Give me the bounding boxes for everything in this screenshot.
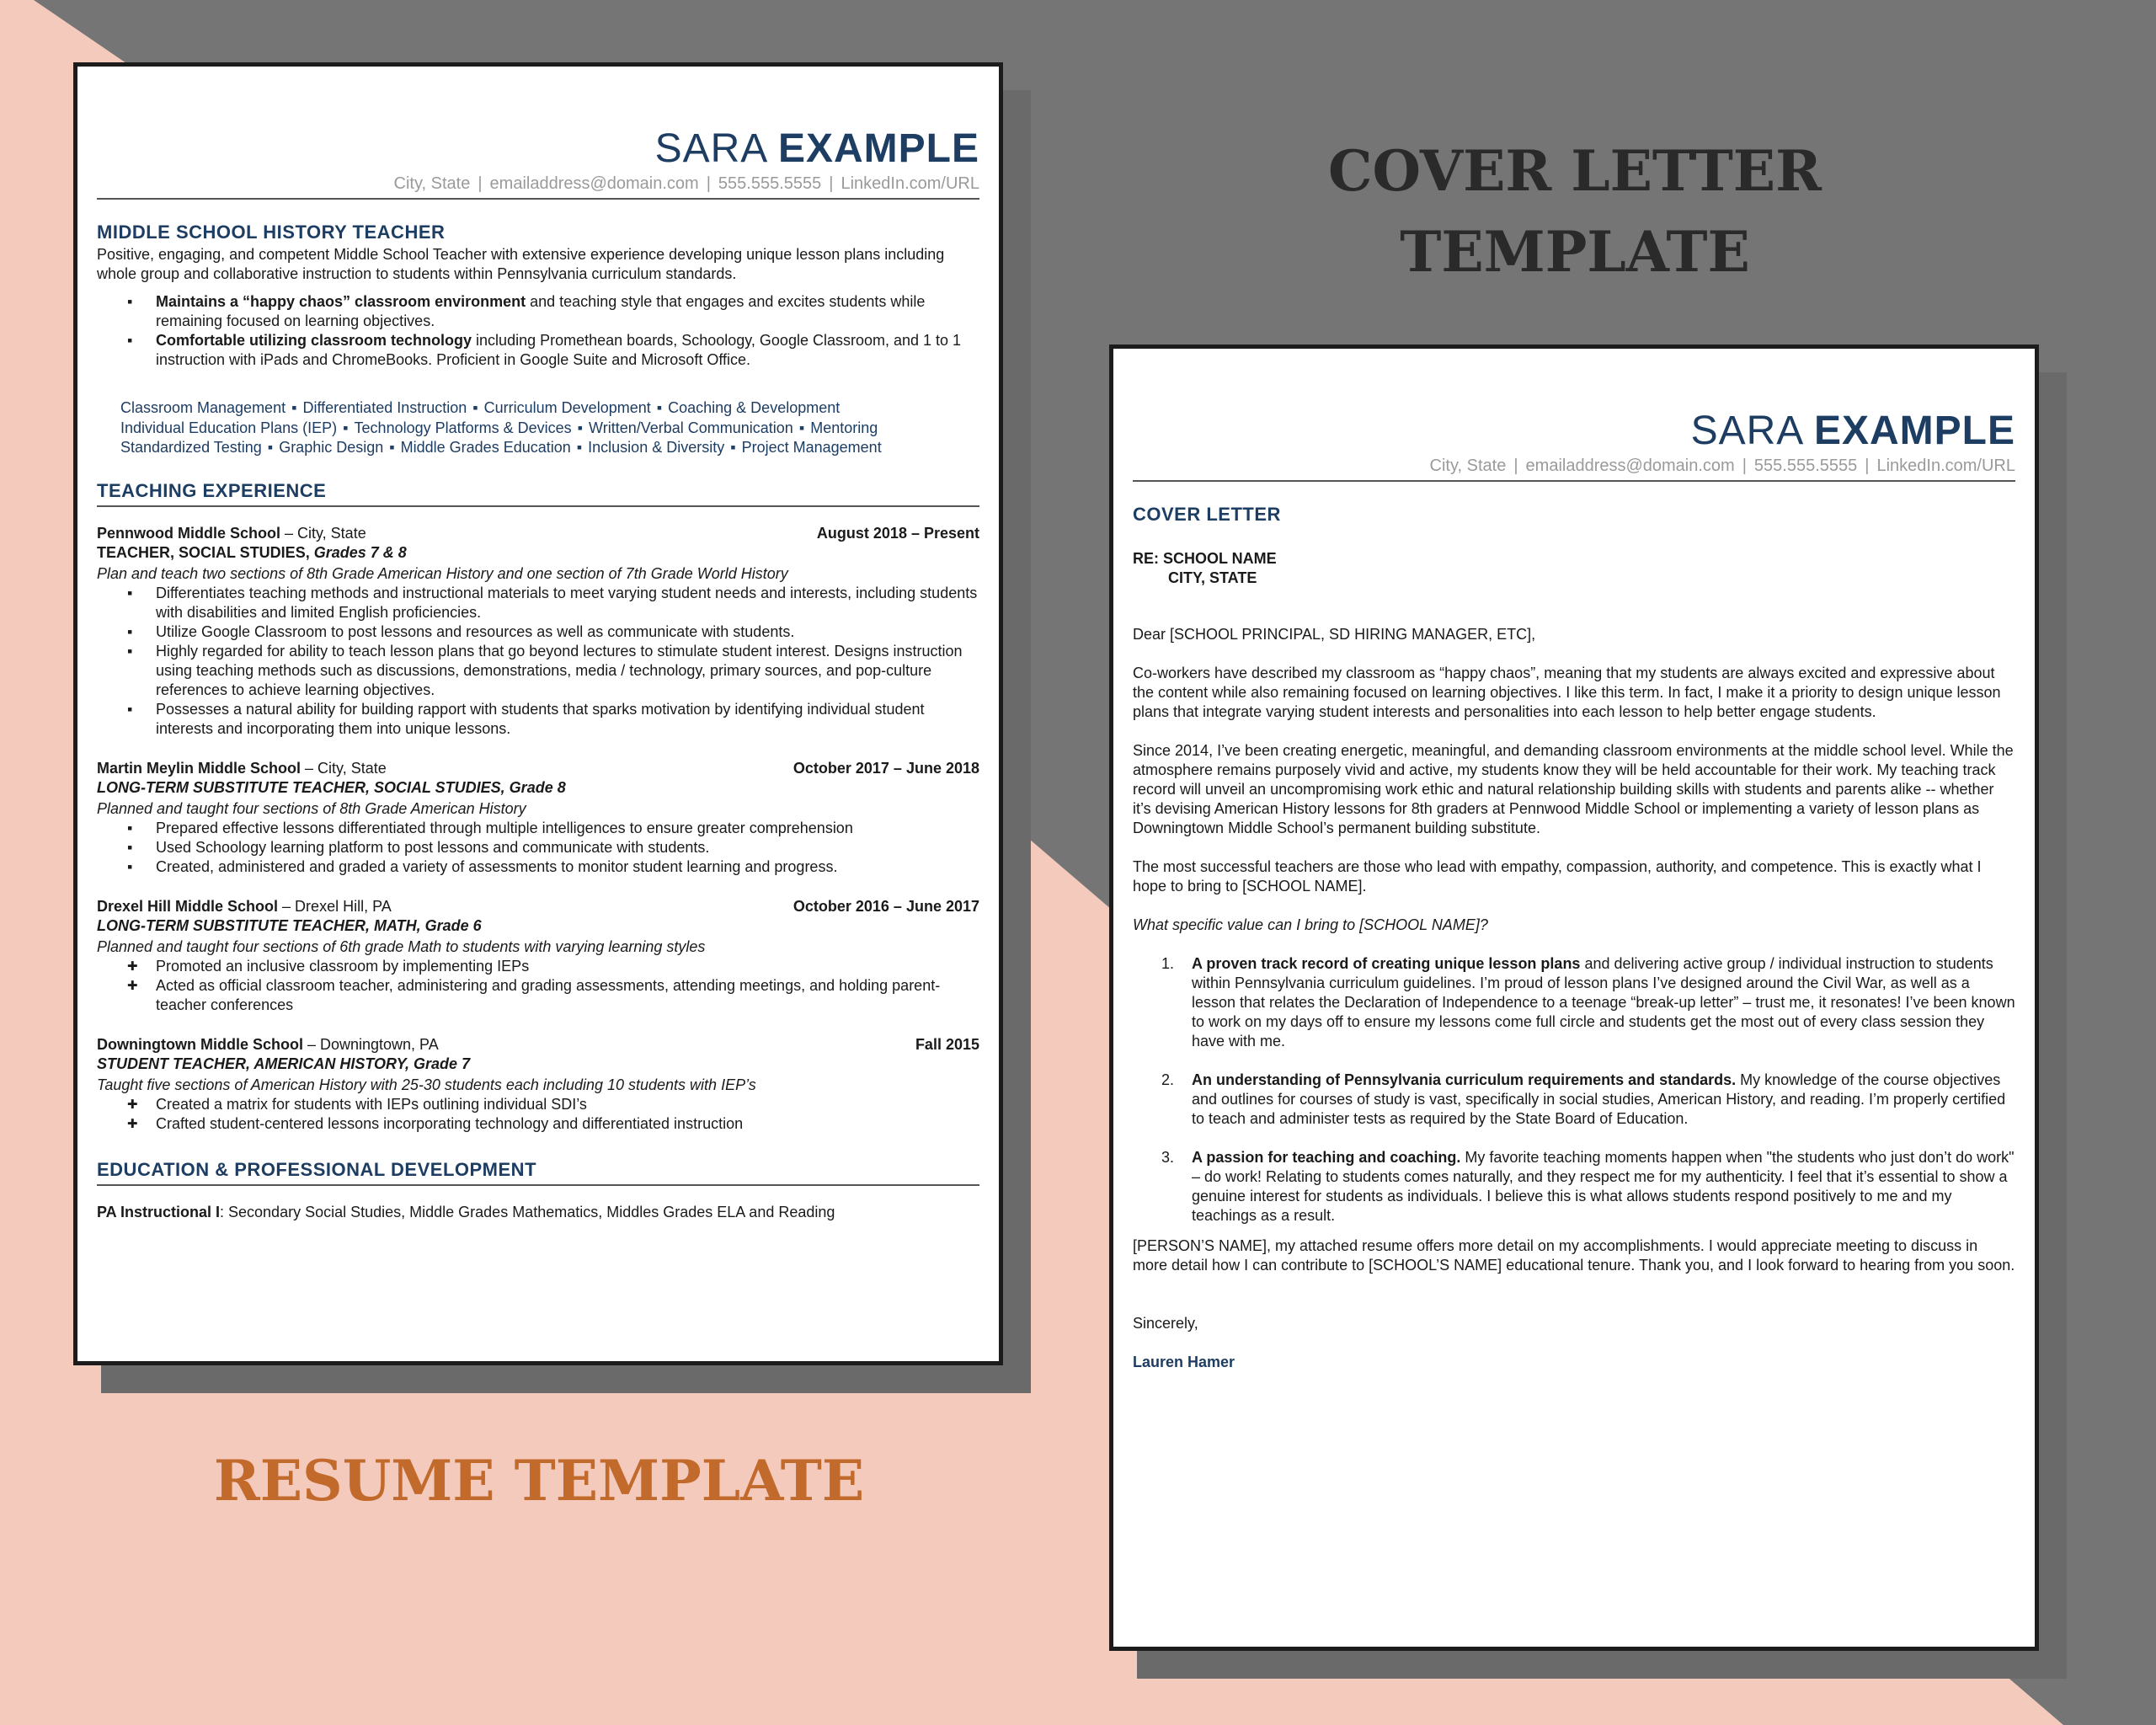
resume-name (97, 126, 979, 173)
job-dates: October 2017 – June 2018 (792, 759, 979, 777)
contact-linkedin: LinkedIn.com/URL (841, 174, 979, 193)
education-line: PA Instructional I: Secondary Social Studies, Middle Grades Mathematics, Middles Grades ELA and Reading (97, 1203, 835, 1220)
contact-separator: | (706, 174, 711, 193)
job-role: STUDENT TEACHER, AMERICAN HISTORY, Grade 7 (97, 1055, 471, 1072)
signoff: Sincerely, (1133, 1315, 1198, 1332)
resume-summary: Positive, engaging, and competent Middle School Teacher with extensive experience developing unique lesson plans including whole group and collaborative instruction to students within Pennsylvania curriculum standards. (97, 246, 945, 282)
job-bullet: ▪ Differentiates teaching methods and instructional materials to meet varying student needs and interests, including students with disabilities and limited English proficiencies. (156, 584, 979, 622)
job-summary: Taught five sections of American History with 25-30 students each including 10 students with IEP’s (97, 1076, 756, 1093)
job-bullet: ✚ Acted as official classroom teacher, administering and grading assessments, attending meetings, and holding parent-teacher conferences (156, 976, 979, 1015)
letter-paragraph: Since 2014, I’ve been creating energetic, meaningful, and demanding classroom environments at the middle school level. While the atmosphere remains purposely vivid and active, my students know they will be held accountable for their work. My teaching track record will unveil an uncompromising work ethic and natural relationship building skills with students and parents alike -- whether it’s devising American History lessons for 8th graders at Pennwood Middle School or implementing a variety of lesson plans as Downingtown Middle School’s permanent building substitute. (1133, 742, 2014, 836)
last-name: EXAMPLE (1813, 409, 2015, 453)
education-heading: EDUCATION & PROFESSIONAL DEVELOPMENT (97, 1157, 979, 1186)
job-dates: August 2018 – Present (816, 524, 979, 542)
highlight-item: ▪ Maintains a “happy chaos” classroom environment and teaching style that engages and excites students while remaining focused on learning objectives. (156, 292, 979, 331)
job-summary: Plan and teach two sections of 8th Grade American History and one section of 7th Grade World History (97, 564, 788, 582)
highlights-list (97, 292, 979, 370)
value-item: 1. A proven track record of creating unique lesson plans and delivering active group / individual instruction to students within Pennsylvania curriculum guidelines. I’m proud of lesson plans I’ve designed around the Civil War, as well as a lesson that relates the Declaration of Independence to a teenage “break-up letter” – trust me, it resonates! I’ve been known to work on my days off to ensure my lessons come full circle and students get the most out of every class session they have with me. (1161, 955, 2015, 1049)
contact-line (97, 173, 979, 200)
job-bullets (97, 1095, 979, 1134)
highlight-item: ▪ Comfortable utilizing classroom technology including Promethean boards, Schoology, Google Classroom, and 1 to 1 instruction with iPads and ChromeBooks. Proficient in Google Suite and Microsoft Office. (156, 331, 979, 370)
contact-linkedin: LinkedIn.com/URL (1876, 457, 2015, 475)
skills-block (97, 398, 979, 458)
contact-separator: | (478, 174, 483, 193)
skills-row: Classroom Management ▪ Differentiated Instruction ▪ Curriculum Development ▪ Coaching & Development (120, 399, 841, 416)
job-summary: Planned and taught four sections of 6th grade Math to students with varying learning styles (97, 937, 706, 955)
value-list (1133, 954, 2015, 1226)
job-bullet: ✚ Crafted student-centered lessons incorporating technology and differentiated instruction (156, 1114, 979, 1134)
job-role: LONG-TERM SUBSTITUTE TEACHER, MATH, Grade 6 (97, 916, 482, 934)
first-name: SARA (1690, 409, 1802, 453)
job-bullet: ▪ Possesses a natural ability for building rapport with students that sparks motivation by identifying individual student interests and incorporating them into unique lessons. (156, 700, 979, 739)
letter-heading: COVER LETTER (1133, 504, 1281, 525)
job-bullets (97, 584, 979, 739)
contact-separator: | (1865, 457, 1870, 475)
contact-email: emailaddress@domain.com (1525, 457, 1735, 475)
job-entry: Martin Meylin Middle School – City, State October 2017 – June 2018 LONG-TERM SUBSTITUTE TEACHER, SOCIAL STUDIES, Grade 8 Planned and taught four sections of 8th Grade American History ▪ Prepared effective lessons differentiated through multiple intelligences to ensure greater comprehension ▪ Used Schoology learning platform to post lessons and communicate with students. ▪ Created, administered and graded a variety of assessments to monitor student learning and progress. (97, 759, 979, 877)
contact-separator: | (829, 174, 834, 193)
job-entry: Downingtown Middle School – Downingtown, PA Fall 2015 STUDENT TEACHER, AMERICAN HISTORY, Grade 7 Taught five sections of American History with 25-30 students each including 10 students with IEP’s ✚ Created a matrix for students with IEPs outlining individual SDI’s ✚ Crafted student-centered lessons incorporating technology and differentiated instruction (97, 1035, 979, 1134)
re-line: RE: SCHOOL NAME (1133, 550, 1277, 567)
job-bullets (97, 957, 979, 1015)
contact-separator: | (1513, 457, 1518, 475)
job-summary: Planned and taught four sections of 8th Grade American History (97, 799, 526, 817)
job-bullet: ▪ Prepared effective lessons differentiated through multiple intelligences to ensure greater comprehension (156, 819, 979, 838)
job-entry: Pennwood Middle School – City, State August 2018 – Present TEACHER, SOCIAL STUDIES, Grades 7 & 8 Plan and teach two sections of 8th Grade American History and one section of 7th Grade World History ▪ Differentiates teaching methods and instructional materials to meet varying student needs and interests, including students with disabilities and limited English proficiencies. ▪ Utilize Google Classroom to post lessons and resources as well as communicate with students. ▪ Highly regarded for ability to teach lesson plans that go beyond lectures to stimulate student interest. Designs instruction using teaching methods such as discussions, demonstrations, media / technology, primary sources, and pop-culture references to achieve learning objectives. ▪ Possesses a natural ability for building rapport with students that sparks motivation by identifying individual student interests and incorporating them into unique lessons. (97, 524, 979, 739)
job-bullet: ▪ Utilize Google Classroom to post lessons and resources as well as communicate with students. (156, 622, 979, 642)
resume-promo-title: RESUME TEMPLATE (213, 1448, 865, 1514)
first-name: SARA (654, 126, 766, 171)
contact-city: City, State (393, 174, 471, 193)
job-dates: Fall 2015 (915, 1035, 979, 1053)
job-role: TEACHER, SOCIAL STUDIES, Grades 7 & 8 (97, 543, 407, 561)
signature: Lauren Hamer (1133, 1354, 1235, 1370)
cover-letter-page (1109, 344, 2039, 1651)
letter-name (1133, 408, 2015, 455)
contact-city: City, State (1429, 457, 1507, 475)
contact-phone: 555.555.5555 (1753, 457, 1858, 475)
re-location: CITY, STATE (1168, 569, 1257, 586)
closing-paragraph: [PERSON’S NAME], my attached resume offers more detail on my accomplishments. I would appreciate meeting to discuss in more detail how I can contribute to [SCHOOL’S NAME] educational tenure. Thank you, and I look forward to hearing from you soon. (1133, 1237, 2015, 1274)
job-bullet: ▪ Highly regarded for ability to teach lesson plans that go beyond lectures to stimulate student interest. Designs instruction using teaching methods such as discussions, demonstrations, media / technology, primary sources, and pop-culture references to achieve learning objectives. (156, 642, 979, 700)
experience-heading: TEACHING EXPERIENCE (97, 478, 979, 507)
job-role: LONG-TERM SUBSTITUTE TEACHER, SOCIAL STUDIES, Grade 8 (97, 778, 566, 796)
contact-email: emailaddress@domain.com (489, 174, 699, 193)
letter-paragraph: The most successful teachers are those who lead with empathy, compassion, authority, and competence. This is exactly what I hope to bring to [SCHOOL NAME]. (1133, 858, 1982, 895)
value-question: What specific value can I bring to [SCHOOL NAME]? (1133, 916, 1488, 933)
contact-phone: 555.555.5555 (718, 174, 822, 193)
resume-page (73, 62, 1003, 1365)
job-bullet: ▪ Used Schoology learning platform to post lessons and communicate with students. (156, 838, 979, 857)
value-item: 3. A passion for teaching and coaching. My favorite teaching moments happen when "the students who just don’t do work" – do work! Relating to students comes naturally, and they respect me for my authenticity. I feel that it’s essential to show a genuine interest for students as individuals. I believe this is what allows students respond positively to me and my teachings as a result. (1161, 1149, 2015, 1224)
job-bullet: ✚ Created a matrix for students with IEPs outlining individual SDI’s (156, 1095, 979, 1114)
job-bullet: ✚ Promoted an inclusive classroom by implementing IEPs (156, 957, 979, 976)
salutation: Dear [SCHOOL PRINCIPAL, SD HIRING MANAGER, ETC], (1133, 626, 1536, 643)
job-dates: October 2016 – June 2017 (792, 897, 979, 915)
job-bullets (97, 819, 979, 877)
skills-row: Standardized Testing ▪ Graphic Design ▪ Middle Grades Education ▪ Inclusion & Diversity ▪ Project Management (120, 439, 882, 456)
skills-row: Individual Education Plans (IEP) ▪ Technology Platforms & Devices ▪ Written/Verbal Communication ▪ Mentoring (120, 419, 878, 436)
value-item: 2. An understanding of Pennsylvania curriculum requirements and standards. My knowledge of the course objectives and outlines for courses of study is vast, specifically in social studies, American History, and reading. I’m properly certified to teach and administer tests as required by the State Board of Education. (1161, 1071, 2006, 1127)
resume-headline: MIDDLE SCHOOL HISTORY TEACHER (97, 222, 446, 243)
contact-separator: | (1742, 457, 1747, 475)
last-name: EXAMPLE (777, 126, 979, 171)
job-entry: Drexel Hill Middle School – Drexel Hill, PA October 2016 – June 2017 LONG-TERM SUBSTITUTE TEACHER, MATH, Grade 6 Planned and taught four sections of 6th grade Math to students with varying learning styles ✚ Promoted an inclusive classroom by implementing IEPs ✚ Acted as official classroom teacher, administering and grading assessments, attending meetings, and holding parent-teacher conferences (97, 897, 979, 1015)
letter-paragraph: Co-workers have described my classroom as “happy chaos”, meaning that my students are always excited and expressive about the content while also remaining focused on learning objectives. I like this term. In fact, I make it a priority to design unique lesson plans that integrate varying student interests and personalities into each lesson to help better engage students. (1133, 665, 2001, 720)
job-bullet: ▪ Created, administered and graded a variety of assessments to monitor student learning and progress. (156, 857, 979, 877)
contact-line (1133, 455, 2015, 482)
cover-letter-promo-title: COVER LETTER TEMPLATE (1328, 138, 1822, 285)
